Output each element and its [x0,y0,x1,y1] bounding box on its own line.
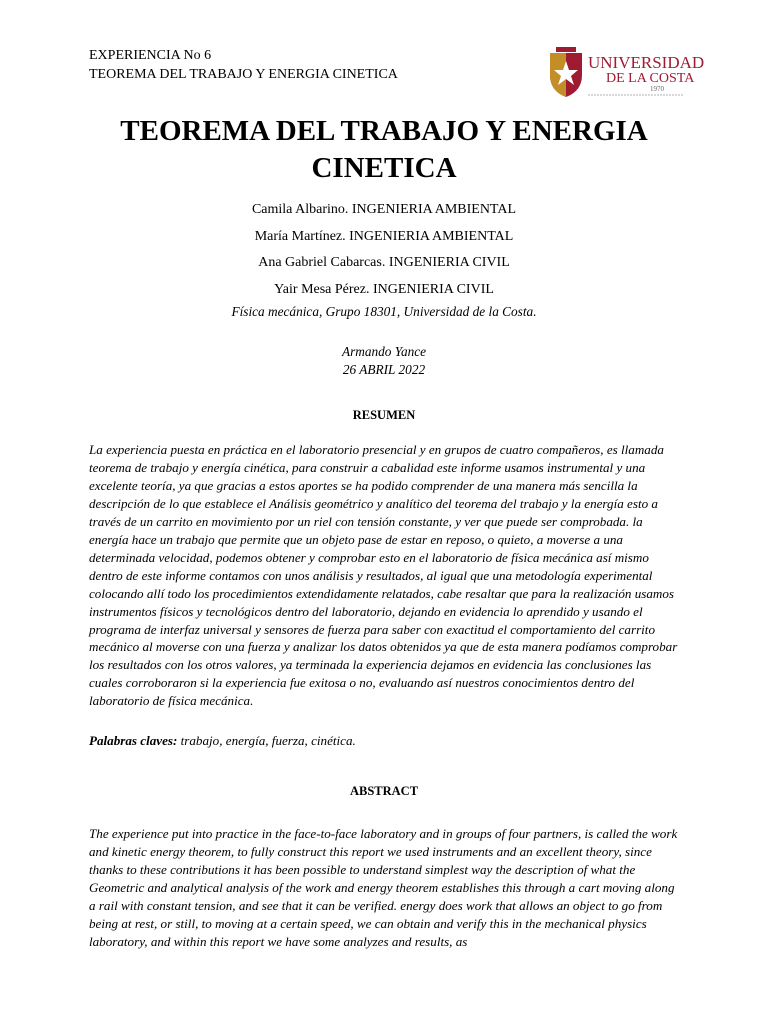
title-line-1: TEOREMA DEL TRABAJO Y ENERGIA [120,115,648,147]
experience-title: TEOREMA DEL TRABAJO Y ENERGIA CINETICA [89,67,398,82]
author-line: María Martínez. INGENIERIA AMBIENTAL [254,228,514,244]
keywords-label: Palabras claves: [89,733,178,748]
experience-number: EXPERIENCIA No 6 [89,48,212,63]
professor-name: Armando Yance [341,344,427,359]
abstract-heading: ABSTRACT [349,784,419,798]
document-date: 26 ABRIL 2022 [342,362,426,377]
document-title [60,113,708,187]
logo-sub: DE LA COSTA [606,71,695,86]
abstract-text: The experience put into practice in the face-to-face laboratory and in groups of four partners, is called the work and kinetic energy theorem, to fully construct this report we used instruments and an excellent theory, since thanks to these contributions it has been possible to understand simplest way the description of what the Geometric and analytical analysis of the work and energy theorem establishes this through a cart moving along a rail with constant tension, and see that it can be verified. energy does work that allows an object to go from being at rest, or still, to moving at a certain speed, we can obtain and verify this in the mechanical physics laboratory, and within this report we have some analyzes and results, as [89,826,678,949]
author-line: Camila Albarino. INGENIERIA AMBIENTAL [251,202,517,217]
document-header [89,46,398,84]
affiliation: Física mecánica, Grupo 18301, Universidad de la Costa. [231,304,537,319]
author-line: Ana Gabriel Cabarcas. INGENIERIA CIVIL [258,255,510,270]
logo-year: 1970 [650,85,664,93]
resumen-heading: RESUMEN [352,408,416,422]
professor-block [60,343,708,379]
keywords-value: trabajo, energía, fuerza, cinética. [177,733,356,748]
author-list [60,197,708,303]
title-line-2: CINETICA [311,152,457,184]
resumen-text: La experiencia puesta en práctica en el laboratorio presencial y en grupos de cuatro compañeros, es llamada teorema de trabajo y energía cinética, para construir a cabalidad este informe usamos instrumental y una excelente teoría, ya que gracias a estos aportes se ha podido comprender de una manera más sencilla la descripción de lo que establece el Análisis geométrico y analítico del teorema del trabajo y la energía esto a través de un carrito en movimiento por un riel con tensión constante, y ver que puede ser comprobada. la energía hace un trabajo que permite que un objeto pase de estar en reposo, o quieto, a moverse a una determinada velocidad, podemos obtener y comprobar esto en el laboratorio de física mecánica así mismo dentro de este informe contamos con unos análisis y resultados, al igual que una metodología experimental colocando allí todo los procedimientos extendidamente relatados, cabe resaltar que para la realización usamos instrumentos físicos y tecnológicos dentro del laboratorio, dejando en evidencia lo aprendido y usando el programa de interfaz universal y sensores de fuerza para saber con exactitud el comportamiento del carrito mecánico al moverse con una fuerza y analizar los datos obtenidos ya que de esta manera podíamos comprobar los resultados con los otros valores, ya terminada la experiencia dejamos en evidencia las conclusiones las cuales corroboraron si la experiencia fue exitosa o no, evaluando así nuestros conocimientos dentro del laboratorio de física mecánica. [89,442,678,709]
logo-name: UNIVERSIDAD [588,53,705,72]
university-logo [546,45,705,99]
author-line: Yair Mesa Pérez. INGENIERIA CIVIL [274,281,494,297]
keywords-line [89,733,356,749]
university-shield-icon [546,45,705,99]
